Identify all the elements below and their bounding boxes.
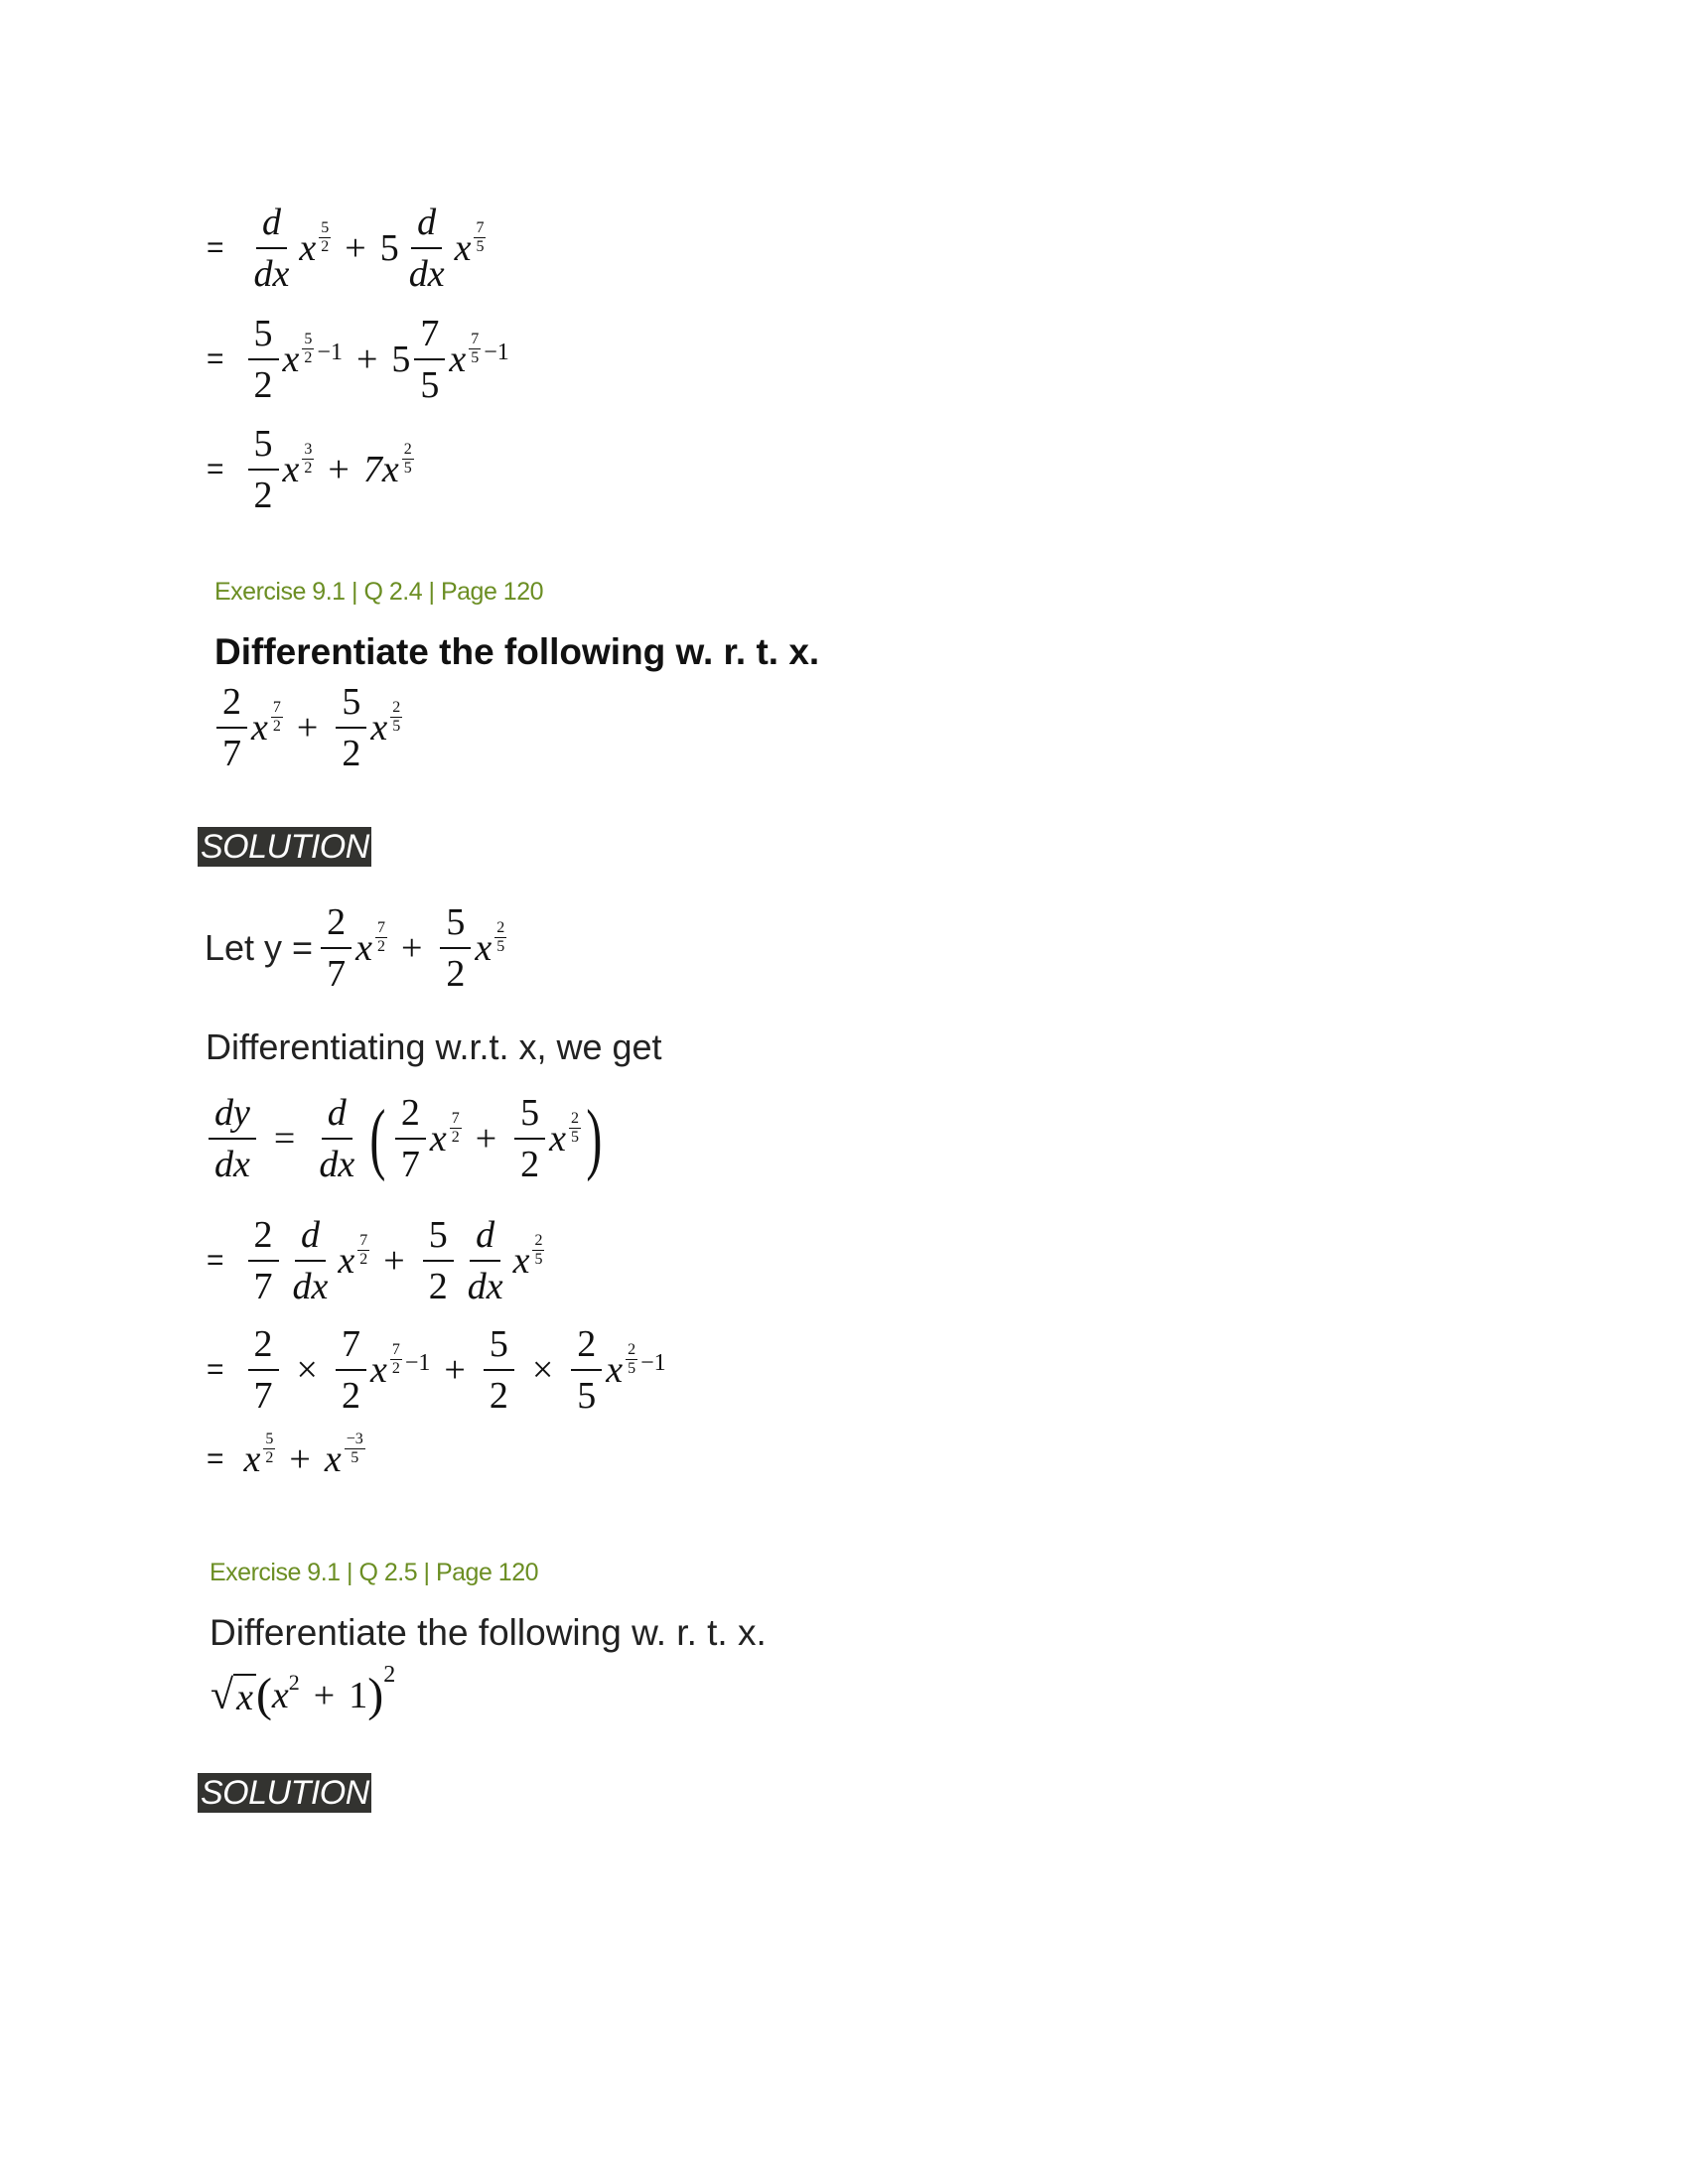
exercise-label[interactable]: Exercise 9.1 | Q 2.5 | Page 120 <box>210 1559 539 1586</box>
math-line-1: = $\frac{d}{dx}$ x $\frac{5}{2}$ + 5 $\frac{d}{dx}$ x $\frac{7}{5}$ <box>207 202 485 295</box>
math-line-2: = $\frac{5}{2}$ x $\frac{5}{2}$ −1 + 5 $\frac{7}{5}$ x $\frac{7}{5}$ −1 <box>207 313 509 406</box>
let-y-line: Let y = $\frac{2}{7}$ x $\frac{7}{2}$ + $\frac{5}{2}$ x $\frac{2}{5}$ <box>205 901 505 995</box>
question-expression: √ x ( x 2 + 1 ) 2 <box>211 1662 396 1721</box>
question-prompt: Differentiate the following w. r. t. x. <box>214 631 820 672</box>
solution-toggle-button[interactable]: SOLUTION <box>198 1773 371 1813</box>
question-prompt: Differentiate the following w. r. t. x. <box>210 1612 767 1653</box>
question-expression: $\frac{2}{7}$ x $\frac{7}{2}$ + $\frac{5}{2}$ x $\frac{2}{5}$ <box>212 683 402 772</box>
step-2-line: = $\frac{2}{7}$ $\frac{d}{dx}$ x $\frac{7}{2}$ + $\frac{5}{2}$ $\frac{d}{dx}$ x $\frac{2}{5}$ <box>207 1214 543 1307</box>
open-paren: ( <box>369 1095 386 1182</box>
math-line-3: = $\frac{5}{2}$ x $\frac{3}{2}$ + 7x $\frac{2}{5}$ <box>207 423 412 516</box>
derivative-operator: $\frac{d}{dx}$ <box>253 202 290 295</box>
step-1-line: $\frac{dy}{dx}$ = $\frac{d}{dx}$ ( $\frac{2}{7}$ x $\frac{7}{2}$ + $\frac{5}{2}$ x $\frac{2}{5}$ ) <box>205 1094 608 1183</box>
differentiating-text: Differentiating w.r.t. x, we get <box>206 1026 662 1067</box>
square-root: √ x <box>211 1672 256 1719</box>
solution-toggle-button[interactable]: SOLUTION <box>198 827 371 867</box>
step-4-line: = x $\frac{5}{2}$ + x $\frac{-3}{5}$ <box>207 1431 363 1480</box>
derivative-operator: $\frac{d}{dx}$ <box>408 202 445 295</box>
step-3-line: = $\frac{2}{7}$ × $\frac{7}{2}$ x $\frac{7}{2}$ −1 + $\frac{5}{2}$ × $\frac{2}{5}$ x $\frac{2}{5}$ −1 <box>207 1323 666 1417</box>
close-paren: ) <box>586 1095 603 1182</box>
exercise-label[interactable]: Exercise 9.1 | Q 2.4 | Page 120 <box>214 578 544 606</box>
